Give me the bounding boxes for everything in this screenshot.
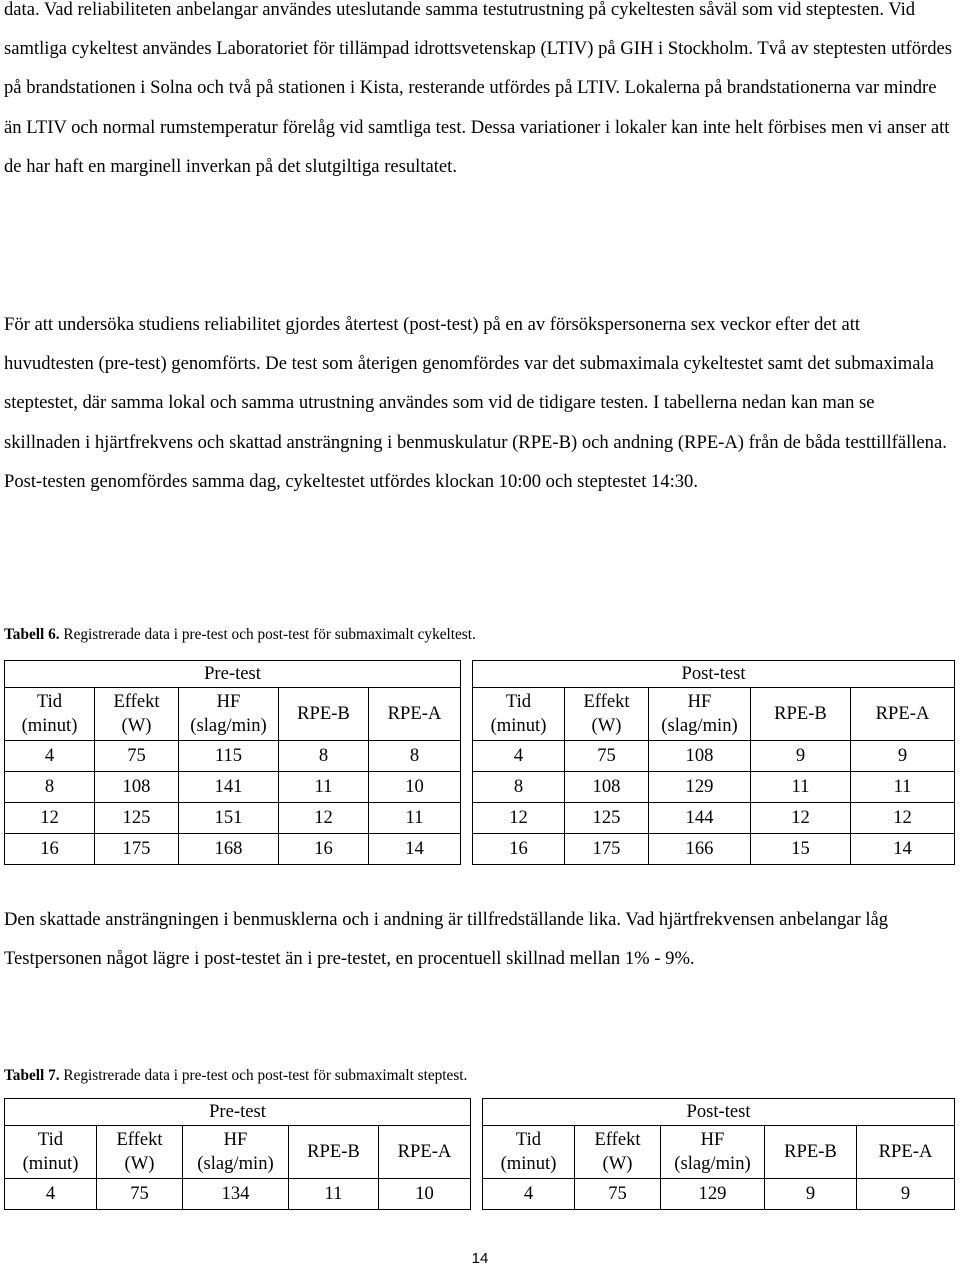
cell: 10	[379, 1179, 471, 1210]
cell: 175	[95, 834, 179, 865]
intro-paragraph: data. Vad reliabiliteten anbelangar användes uteslutande samma testutrustning på cykeltesten såväl som vid steptesten. Vid samtliga cykeltest användes Laboratoriet för tillämpad idrottsvetenskap (LTIV) på GIH i Stockholm. Två av steptesten utfördes på brandstationen i Solna och två på stationen i Kista, resterande utfördes på LTIV. Lokalerna på brandstationerna var mindre än LTIV och normal rumstemperatur förelåg vid samtliga test. Dessa variationer i lokaler kan inte helt förbises men vi anser att de har haft en marginell inverkan på det slutgiltiga resultatet.	[4, 0, 953, 177]
header-rpe-a: RPE-A	[851, 688, 955, 741]
cell: 141	[179, 772, 279, 803]
cell: 8	[279, 741, 369, 772]
cell: 108	[649, 741, 751, 772]
header-effekt: Effekt (W)	[97, 1126, 183, 1179]
cell: 75	[565, 741, 649, 772]
cell: 175	[565, 834, 649, 865]
cell: 75	[95, 741, 179, 772]
cell: 115	[179, 741, 279, 772]
cell: 75	[97, 1179, 183, 1210]
table6-pretest	[4, 660, 461, 865]
table6-pre-title: Pre-test	[5, 661, 461, 688]
cell: 16	[5, 834, 95, 865]
cell: 108	[95, 772, 179, 803]
header-rpe-b: RPE-B	[289, 1126, 379, 1179]
table6-posttest	[472, 660, 955, 865]
header-rpe-a: RPE-A	[379, 1126, 471, 1179]
cell: 16	[473, 834, 565, 865]
header-tid: Tid (minut)	[5, 688, 95, 741]
cell: 11	[851, 772, 955, 803]
table6-post-title: Post-test	[473, 661, 955, 688]
cell: 168	[179, 834, 279, 865]
table6-caption-text: Registrerade data i pre-test och post-test för submaximalt cykeltest.	[59, 626, 476, 643]
cell: 16	[279, 834, 369, 865]
table7-label: Tabell 7.	[4, 1067, 60, 1084]
cell: 11	[289, 1179, 379, 1210]
table-row	[473, 741, 955, 772]
table7-caption	[4, 1066, 467, 1086]
cell: 125	[95, 803, 179, 834]
cell: 151	[179, 803, 279, 834]
cell: 12	[5, 803, 95, 834]
cell: 4	[5, 1179, 97, 1210]
cell: 14	[369, 834, 461, 865]
header-hf: HF (slag/min)	[649, 688, 751, 741]
cell: 8	[369, 741, 461, 772]
header-rpe-b: RPE-B	[279, 688, 369, 741]
cell: 9	[765, 1179, 857, 1210]
cell: 108	[565, 772, 649, 803]
header-rpe-b: RPE-B	[765, 1126, 857, 1179]
cell: 12	[473, 803, 565, 834]
cell: 9	[851, 741, 955, 772]
header-tid: Tid (minut)	[483, 1126, 575, 1179]
table6-label: Tabell 6.	[4, 626, 60, 643]
cell: 11	[369, 803, 461, 834]
header-hf: HF (slag/min)	[179, 688, 279, 741]
cell: 8	[473, 772, 565, 803]
header-hf: HF (slag/min)	[661, 1126, 765, 1179]
table7-posttest	[482, 1098, 955, 1210]
table-row	[5, 834, 461, 865]
cell: 10	[369, 772, 461, 803]
table7-pretest	[4, 1098, 471, 1210]
cell: 129	[649, 772, 751, 803]
cell: 12	[751, 803, 851, 834]
cell: 11	[279, 772, 369, 803]
page-number: 14	[471, 1250, 489, 1267]
cell: 9	[857, 1179, 955, 1210]
cell: 8	[5, 772, 95, 803]
table-row	[473, 772, 955, 803]
conclusion-paragraph: Den skattade ansträngningen i benmusklerna och i andning är tillfredställande lika. Vad hjärtfrekvensen anbelangar låg Testpersonen något lägre i post-testet än i pre-testet, en procentuell skillnad mellan 1% - 9%.	[4, 909, 889, 970]
cell: 14	[851, 834, 955, 865]
table-row	[5, 803, 461, 834]
table7-post-title: Post-test	[483, 1099, 955, 1126]
cell: 75	[575, 1179, 661, 1210]
cell: 12	[851, 803, 955, 834]
header-tid: Tid (minut)	[5, 1126, 97, 1179]
header-effekt: Effekt (W)	[575, 1126, 661, 1179]
cell: 144	[649, 803, 751, 834]
header-rpe-a: RPE-A	[857, 1126, 955, 1179]
cell: 125	[565, 803, 649, 834]
cell: 129	[661, 1179, 765, 1210]
cell: 15	[751, 834, 851, 865]
header-effekt: Effekt (W)	[95, 688, 179, 741]
table-row	[5, 741, 461, 772]
cell: 166	[649, 834, 751, 865]
header-rpe-b: RPE-B	[751, 688, 851, 741]
table6-caption	[4, 625, 476, 645]
table7-caption-text: Registrerade data i pre-test och post-test för submaximalt steptest.	[59, 1067, 468, 1084]
cell: 4	[483, 1179, 575, 1210]
cell: 4	[473, 741, 565, 772]
cell: 12	[279, 803, 369, 834]
table-row	[5, 772, 461, 803]
header-tid: Tid (minut)	[473, 688, 565, 741]
table-row	[473, 834, 955, 865]
header-hf: HF (slag/min)	[183, 1126, 289, 1179]
table-row	[5, 1179, 471, 1210]
header-effekt: Effekt (W)	[565, 688, 649, 741]
header-rpe-a: RPE-A	[369, 688, 461, 741]
cell: 134	[183, 1179, 289, 1210]
cell: 11	[751, 772, 851, 803]
cell: 9	[751, 741, 851, 772]
reliability-paragraph: För att undersöka studiens reliabilitet gjordes återtest (post-test) på en av försökspersonerna sex veckor efter det att huvudtesten (pre-test) genomförts. De test som återigen genomfördes var det submaximala cykeltestet samt det submaximala steptestet, där samma lokal och samma utrustning användes som vid de tidigare testen. I tabellerna nedan kan man se skillnaden i hjärtfrekvens och skattad ansträngning i benmuskulatur (RPE-B) och andning (RPE-A) från de båda testtillfällena. Post-testen genomfördes samma dag, cykeltestet utfördes klockan 10:00 och steptestet 14:30.	[4, 314, 947, 492]
table7-pre-title: Pre-test	[5, 1099, 471, 1126]
table-row	[473, 803, 955, 834]
table-row	[483, 1179, 955, 1210]
cell: 4	[5, 741, 95, 772]
